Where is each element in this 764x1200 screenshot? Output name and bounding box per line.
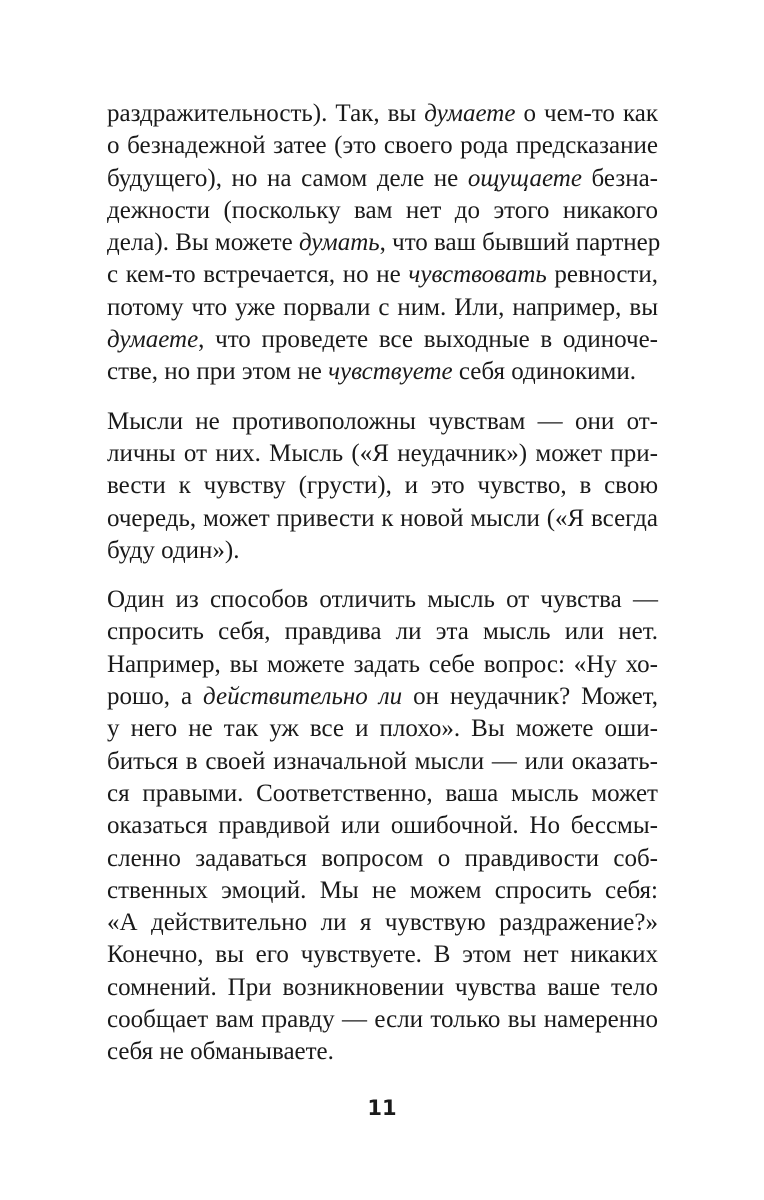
text-line: думаете, что проведете все выходные в одиноче- [107, 326, 658, 354]
text-line: раздражительность). Так, вы думаете о чем-то как [107, 100, 658, 127]
text-line: биться в своей изначальной мысли — или оказать- [107, 747, 658, 775]
emphasis-text: ощущаете [467, 164, 582, 192]
text-line: о безнадежной затее (это своего рода предсказание [107, 132, 658, 160]
text-line: сообщает вам правду — если только вы намеренно [107, 1006, 658, 1034]
text-line: дежности (поскольку вам нет до этого никакого [107, 196, 658, 224]
text-line: ственных эмоций. Мы не можем спросить себя: [107, 876, 658, 904]
text-line: Например, вы можете задать себе вопрос: «Ну хо- [107, 650, 658, 678]
emphasis-text: чувствуете [328, 358, 453, 386]
text-line: буду один»). [107, 536, 240, 564]
paragraph [107, 98, 661, 389]
text-line: оказаться правдивой или ошибочной. Но бессмы- [107, 812, 658, 840]
text-line: рошо, а действительно ли он неудачник? Может, [107, 683, 658, 711]
paragraph [107, 584, 658, 1068]
emphasis-text: думаете [424, 100, 516, 127]
text-line: будущего), но на самом деле не ощущаете безна- [107, 164, 658, 192]
text-line: «А действительно ли я чувствую раздражение?» [107, 909, 658, 937]
text-line: у него не так уж все и плохо». Вы можете оши- [107, 715, 658, 743]
text-line: потому что уже порвали с ним. Или, например, вы [107, 293, 658, 321]
text-line: сленно задаваться вопросом о правдивости соб- [107, 844, 658, 872]
text-line: себя не обманываете. [107, 1038, 334, 1066]
text-line: очередь, может привести к новой мысли («Я всегда [107, 504, 658, 532]
text-line: сомнений. При возникновении чувства ваше тело [107, 973, 658, 1001]
emphasis-text: думаете [107, 326, 199, 354]
paragraph [107, 406, 658, 567]
body-text [107, 98, 661, 1069]
text-line: ся правыми. Соответственно, ваша мысль может [107, 779, 658, 807]
text-line: дела). Вы можете думать, что ваш бывший партнер [107, 229, 661, 257]
emphasis-text: думать [298, 229, 380, 257]
text-line: Один из способов отличить мысль от чувства — [107, 586, 658, 614]
text-line: стве, но при этом не чувствуете себя одинокими. [107, 358, 636, 386]
emphasis-text: действительно ли [203, 683, 403, 711]
text-line: с кем-то встречается, но не чувствовать ревности, [107, 261, 658, 289]
text-line: Конечно, вы его чувствуете. В этом нет никаких [107, 941, 658, 969]
text-line: личны от них. Мысль («Я неудачник») может при- [107, 439, 658, 467]
text-line: вести к чувству (грусти), и это чувство, в свою [107, 472, 658, 500]
text-line: Мысли не противоположны чувствам — они от- [107, 407, 658, 435]
page-number: 11 [367, 1096, 397, 1120]
text-line: спросить себя, правдива ли эта мысль или нет. [107, 618, 658, 646]
emphasis-text: чувствовать [408, 261, 547, 289]
